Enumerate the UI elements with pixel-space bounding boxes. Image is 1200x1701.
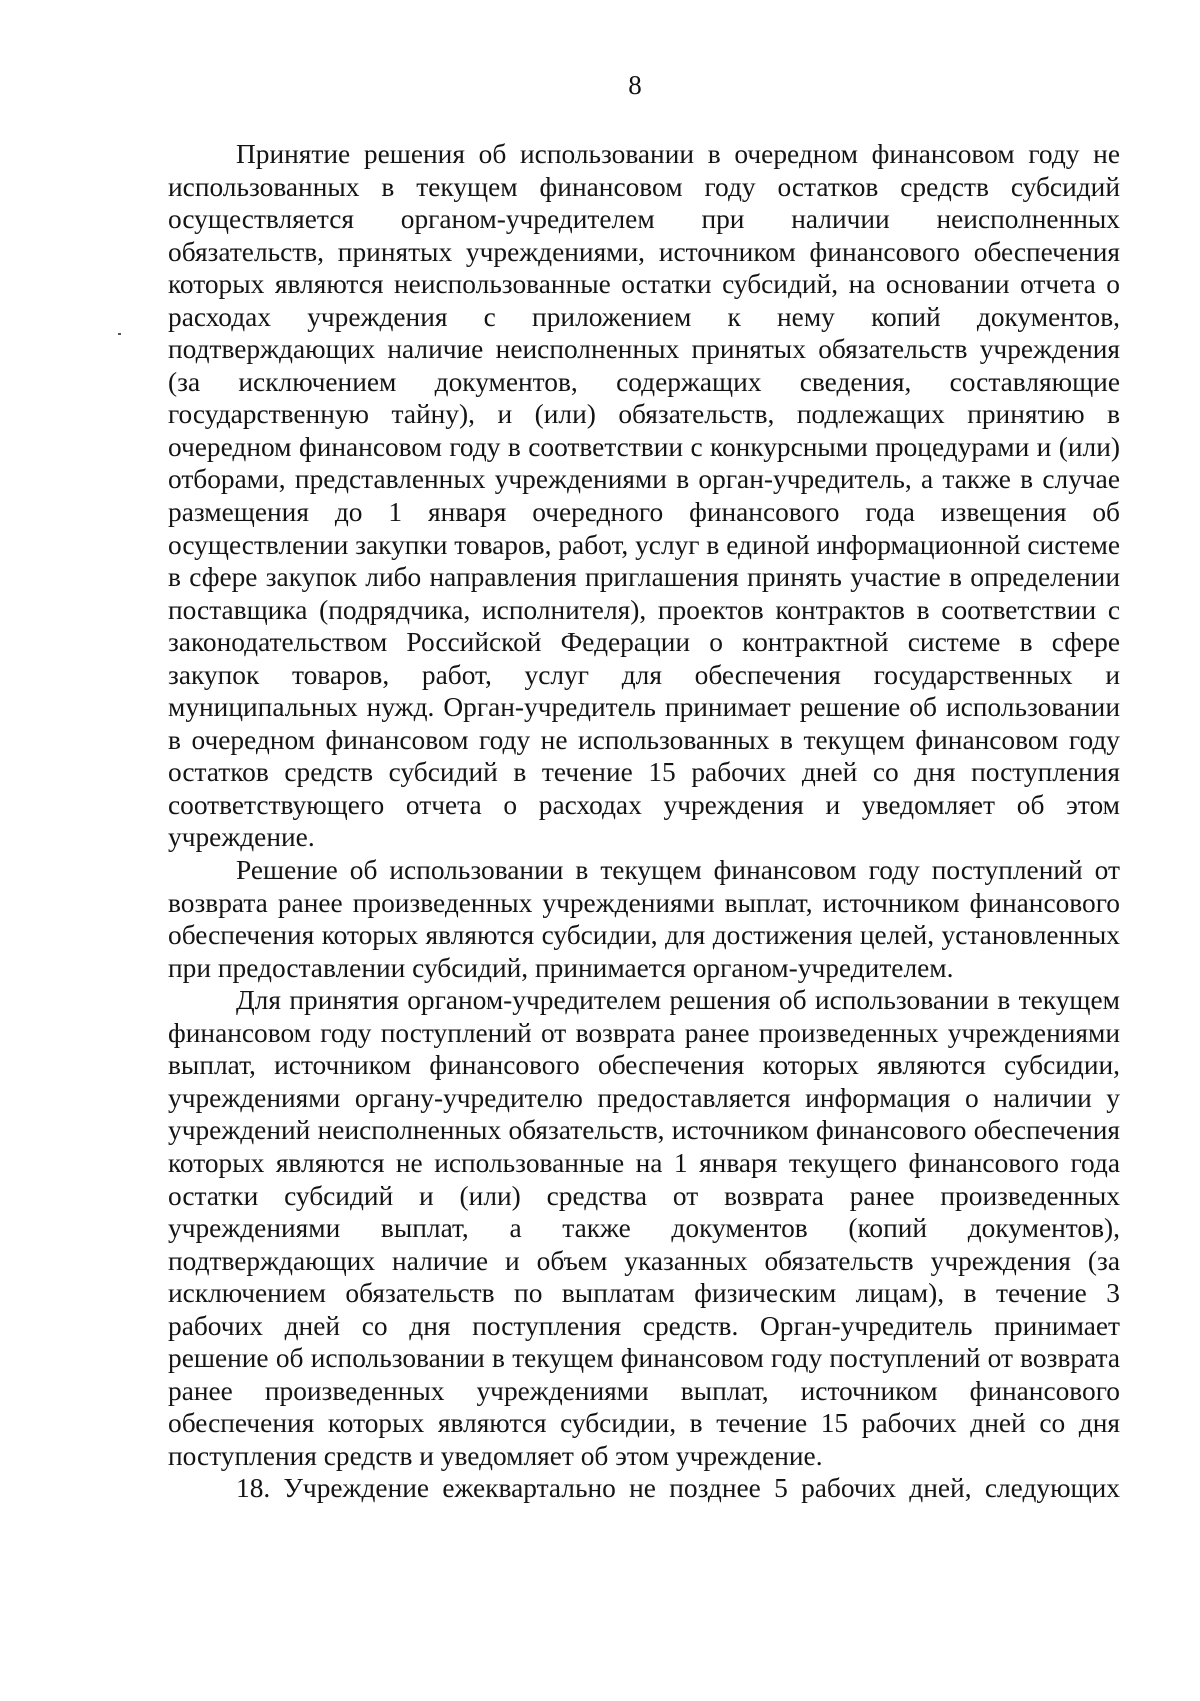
paragraph-item-18-quarterly-report: 18. Учреждение ежеквартально не позднее 5 рабочих дней, следующих: [236, 1473, 1120, 1504]
page-number: 8: [628, 70, 642, 100]
document-body: [168, 138, 1120, 1505]
scan-artifact-dot: [118, 333, 121, 335]
paragraph-refund-receipts-decision: Решение об использовании в текущем финансовом году поступлений от возврата ранее произведенных учреждениями выплат, источником финансового обеспечения которых являются субсидии, для достижения целей, установленных при предоставлении субсидий, принимается органом-учредителем.: [168, 855, 1120, 983]
paragraph-unused-subsidy-balances: Принятие решения об использовании в очередном финансовом году не использованных в текущем финансовом году остатков средств субсидий осуществляется органом-учредителем при наличии неисполненных обязательств, принятых учреждениями, источником финансового обеспечения которых являются неиспользованные остатки субсидий, на основании отчета о расходах учреждения с приложением к нему копий документов, подтверждающих наличие неисполненных принятых обязательств учреждения (за исключением документов, содержащих сведения, составляющие государственную тайну), и (или) обязательств, подлежащих принятию в очередном финансовом году в соответствии с конкурсными процедурами и (или) отборами, представленных учреждениями в орган-учредитель, а также в случае размещения до 1 января очередного финансового года извещения об осуществлении закупки товаров, работ, услуг в единой информационной системе в сфере закупок либо направления приглашения принять участие в определении поставщика (подрядчика, исполнителя), проектов контрактов в соответствии с законодательством Российской Федерации о контрактной системе в сфере закупок товаров, работ, услуг для обеспечения государственных и муниципальных нужд. Орган-учредитель принимает решение об использовании в очередном финансовом году не использованных в текущем финансовом году остатков средств субсидий в течение 15 рабочих дней со дня поступления соответствующего отчета о расходах учреждения и уведомляет об этом учреждение.: [168, 139, 1120, 853]
paragraph-refund-information-submission: Для принятия органом-учредителем решения об использовании в текущем финансовом году поступлений от возврата ранее произведенных учреждениями выплат, источником финансового обеспечения которых являются субсидии, учреждениями органу-учредителю предоставляется информация о наличии у учреждений неисполненных обязательств, источником финансового обеспечения которых являются не использованные на 1 января текущего финансового года остатки субсидий и (или) средства от возврата ранее произведенных учреждениями выплат, а также документов (копий документов), подтверждающих наличие и объем указанных обязательств учреждения (за исключением обязательств по выплатам физическим лицам), в течение 3 рабочих дней со дня поступления средств. Орган-учредитель принимает решение об использовании в текущем финансовом году поступлений от возврата ранее произведенных учреждениями выплат, источником финансового обеспечения которых являются субсидии, в течение 15 рабочих дней со дня поступления средств и уведомляет об этом учреждение.: [168, 985, 1120, 1471]
